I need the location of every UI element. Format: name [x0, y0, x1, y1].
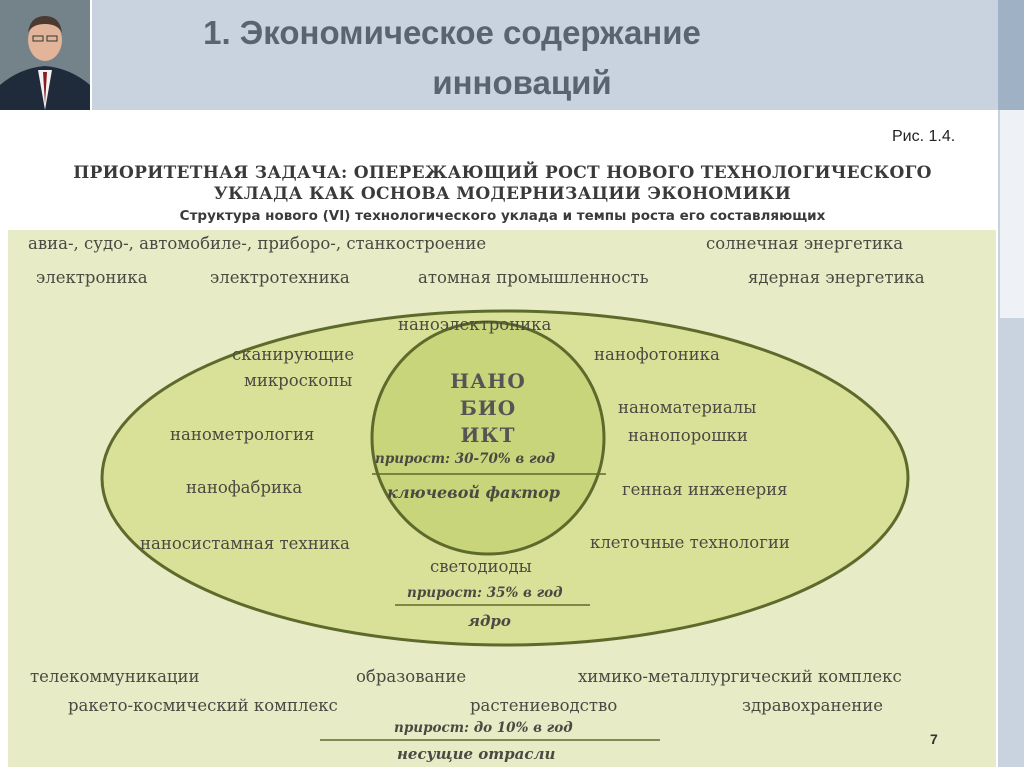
core-word-nano: НАНО — [450, 369, 526, 393]
sector-label: растениеводство — [470, 696, 618, 715]
figure-subheading: Структура нового (VI) технологического уклада и темпы роста его составляющих — [179, 208, 826, 224]
figure-heading-line-1: ПРИОРИТЕТНАЯ ЗАДАЧА: ОПЕРЕЖАЮЩИЙ РОСТ НОВОГО ТЕХНОЛОГИЧЕСКОГО — [73, 163, 932, 183]
title-line-1: 1. Экономическое содержание — [203, 14, 701, 51]
sector-label: солнечная энергетика — [706, 234, 904, 253]
sector-label: ядерная энергетика — [748, 268, 925, 287]
sector-label: образование — [356, 667, 467, 686]
core-label: ключевой фактор — [387, 483, 560, 502]
nano-item-label: клеточные технологии — [590, 533, 790, 552]
nano-item-label: нанофабрика — [186, 478, 303, 497]
outer-label: несущие отрасли — [397, 745, 556, 763]
nano-item-label: микроскопы — [244, 371, 353, 390]
nano-item-label: нанофотоника — [594, 345, 720, 364]
title-line-2: инноваций — [432, 64, 612, 101]
nano-item-label: нанопорошки — [628, 426, 748, 445]
ellipse-growth-rate: прирост: 35% в год — [407, 585, 563, 601]
nano-item-label: наносистамная техника — [140, 534, 350, 553]
sector-label: ракето-космический комплекс — [68, 696, 338, 715]
page-number: 7 — [930, 731, 938, 747]
core-word-ict: ИКТ — [460, 423, 516, 447]
nano-item-label: наноэлектроника — [398, 315, 552, 334]
nano-item-label: светодиоды — [430, 557, 532, 576]
figure-label: Рис. 1.4. — [892, 128, 956, 145]
sector-label: авиа-, судо-, автомобиле-, приборо-, станкостроение — [28, 234, 487, 253]
nano-item-label: наноматериалы — [618, 398, 757, 417]
sector-label: электротехника — [210, 268, 350, 287]
sector-label: химико-металлургический комплекс — [578, 667, 902, 686]
core-growth-rate: прирост: 30-70% в год — [375, 451, 555, 467]
core-word-bio: БИО — [459, 396, 517, 420]
nano-item-label: сканирующие — [232, 345, 355, 364]
outer-growth-rate: прирост: до 10% в год — [394, 720, 573, 736]
sector-label: здравохранение — [742, 696, 884, 715]
nano-item-label: нанометрология — [170, 425, 315, 444]
sector-label: электроника — [36, 268, 148, 287]
sector-label: телекоммуникации — [30, 667, 200, 686]
ellipse-label: ядро — [468, 612, 511, 630]
sector-label: атомная промышленность — [418, 268, 649, 287]
nano-item-label: генная инженерия — [622, 480, 788, 499]
figure-heading-line-2: УКЛАДА КАК ОСНОВА МОДЕРНИЗАЦИИ ЭКОНОМИКИ — [213, 184, 792, 204]
